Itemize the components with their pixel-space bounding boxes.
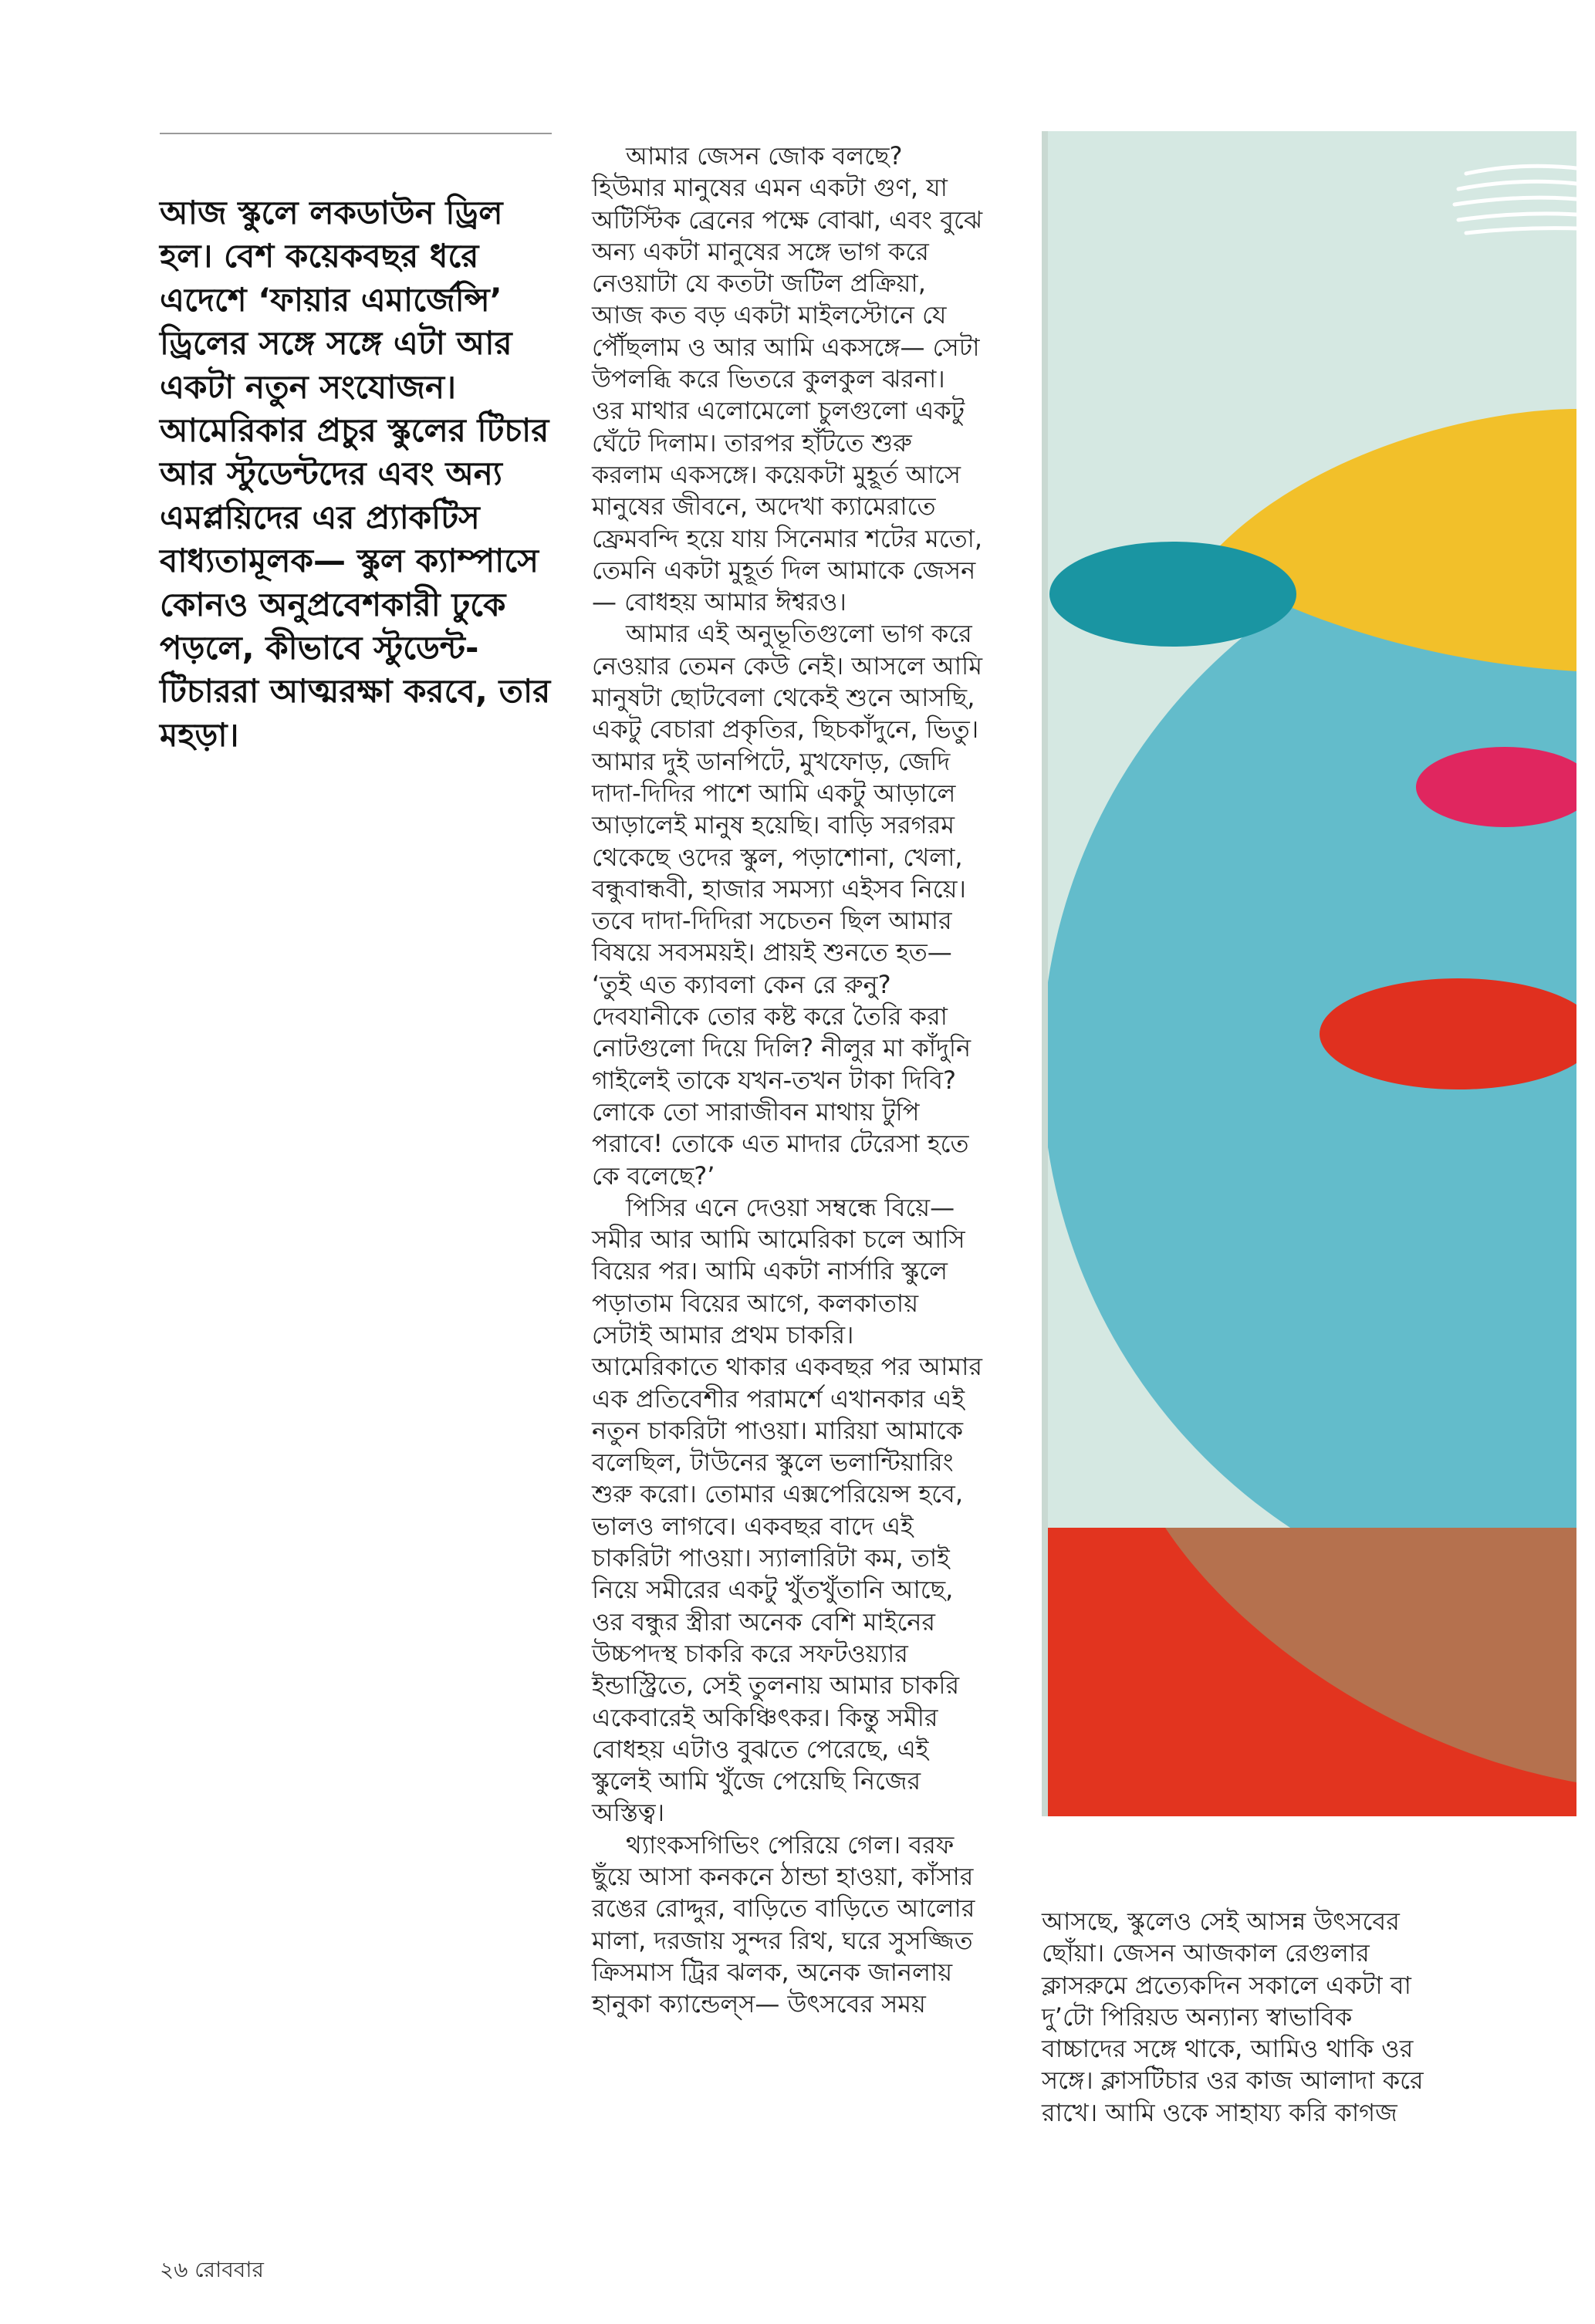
teal-pill bbox=[1049, 542, 1296, 647]
paragraph: পিসির এনে দেওয়া সম্বন্ধে বিয়ে— সমীর আর আমি আমেরিকা চলে আসি বিয়ের পর। আমি একটা নার্সারি স্কুলে পড়াতাম বিয়ের আগে, কলকাতায় সেটাই আমার প্রথম চাকরি। আমেরিকাতে থাকার একবছর পর আমার এক প্রতিবেশীর পরামর্শে এখানকার এই নতুন চাকরিটা পাওয়া। মারিয়া আমাকে বলেছিল, টাউনের স্কুলে ভলান্টিয়ারিং শুরু করো। তোমার এক্সপেরিয়েন্স হবে, ভালও লাগবে। একবছর বাদে এই চাকরিটা পাওয়া। স্যালারিটা কম, তাই নিয়ে সমীরের একটু খুঁতখুঁতানি আছে, ওর বন্ধুর স্ত্রীরা অনেক বেশি মাইনের উচ্চপদস্থ চাকরি করে সফটওয়্যার ইন্ডাস্ট্রিতে, সেই তুলনায় আমার চাকরি একেবারেই অকিঞ্চিৎকর। কিন্তু সমীর বোধহয় এটাও বুঝতে পেরেছে, এই স্কুলেই আমি খুঁজে পেয়েছি নিজের অস্তিত্ব। bbox=[592, 1192, 983, 1828]
illustration-edge bbox=[1042, 131, 1048, 1816]
paragraph: আমার জেসন জোক বলছে? হিউমার মানুষের এমন একটা গুণ, যা অটিস্টিক ব্রেনের পক্ষে বোঝা, এবং বুঝে অন্য একটা মানুষের সঙ্গে ভাগ করে নেওয়াটা যে কতটা জটিল প্রক্রিয়া, আজ কত বড় একটা মাইলস্টোনে যে পৌঁছলাম ও আর আমি একসঙ্গে— সেটা উপলব্ধি করে ভিতরে কুলকুল ঝরনা। ওর মাথার এলোমেলো চুলগুলো একটু ঘেঁটে দিলাম। তারপর হাঁটতে শুরু করলাম একসঙ্গে। কয়েকটা মুহূর্ত আসে মানুষের জীবনে, অদেখা ক্যামেরাতে ফ্রেমবন্দি হয়ে যায় সিনেমার শটের মতো, তেমনি একটা মুহূর্ত দিল আমাকে জেসন— বোধহয় আমার ঈশ্বরও। bbox=[592, 141, 983, 617]
body-column-1 bbox=[592, 140, 984, 2021]
story-illustration bbox=[1042, 131, 1576, 1816]
page-folio: ২৬ রোববার bbox=[160, 2257, 264, 2282]
paragraph: থ্যাংকসগিভিং পেরিয়ে গেল। বরফ ছুঁয়ে আসা কনকনে ঠান্ডা হাওয়া, কাঁসার রঙের রোদ্দুর, বাড়িতে বাড়িতে আলোর মালা, দরজায় সুন্দর রিথ, ঘরে সুসজ্জিত ক্রিসমাস ট্রির ঝলক, অনেক জানলায় হানুকা ক্যান্ডেল্‌স— উৎসবের সময় bbox=[592, 1829, 975, 2019]
paragraph: আমার এই অনুভূতিগুলো ভাগ করে নেওয়ার তেমন কেউ নেই। আসলে আমি মানুষটা ছোটবেলা থেকেই শুনে আসছি, একটু বেচারা প্রকৃতির, ছিচকাঁদুনে, ভিতু। আমার দুই ডানপিটে, মুখফোড়, জেদি দাদা-দিদির পাশে আমি একটু আড়ালে আড়ালেই মানুষ হয়েছি। বাড়ি সরগরম থেকেছে ওদের স্কুল, পড়াশোনা, খেলা, বন্ধুবান্ধবী, হাজার সমস্যা এইসব নিয়ে। তবে দাদা-দিদিরা সচেতন ছিল আমার বিষয়ে সবসময়ই। প্রায়ই শুনতে হত— ‘তুই এত ক্যাবলা কেন রে রুনু? দেবযানীকে তোর কষ্ট করে তৈরি করা নোটগুলো দিয়ে দিলি? নীলুর মা কাঁদুনি গাইলেই তাকে যখন-তখন টাকা দিবি? লোকে তো সারাজীবন মাথায় টুপি পরাবে! তোকে এত মাদার টেরেসা হতে কে বলেছে?’ bbox=[592, 619, 982, 1191]
illustration-canvas bbox=[1042, 131, 1576, 1816]
pull-quote bbox=[160, 191, 561, 757]
header-rule bbox=[160, 133, 552, 134]
paragraph: আসছে, স্কুলেও সেই আসন্ন উৎসবের ছোঁয়া। জেসন আজকাল রেগুলার ক্লাসরুমে প্রত্যেকদিন সকালে একটা বা দু’টো পিরিয়ড অন্যান্য স্বাভাবিক বাচ্চাদের সঙ্গে থাকে, আমিও থাকি ওর সঙ্গে। ক্লাসটিচার ওর কাজ আলাদা করে রাখে। আমি ওকে সাহায্য করি কাগজ bbox=[1042, 1907, 1424, 2127]
pull-quote-text: আজ স্কুলে লকডাউন ড্রিল হল। বেশ কয়েকবছর ধরে এদেশে ‘ফায়ার এমার্জেন্সি’ ড্রিলের সঙ্গে সঙ্গে এটা আর একটা নতুন সংযোজন। আমেরিকার প্রচুর স্কুলের টিচার আর স্টুডেন্টদের এবং অন্য এমপ্লয়িদের এর প্র্যাকটিস বাধ্যতামূলক— স্কুল ক্যাম্পাসে কোনও অনুপ্রবেশকারী ঢুকে পড়লে, কীভাবে স্টুডেন্ট-টিচাররা আত্মরক্ষা করবে, তার মহড়া। bbox=[160, 194, 551, 754]
body-column-2 bbox=[1042, 1906, 1443, 2129]
